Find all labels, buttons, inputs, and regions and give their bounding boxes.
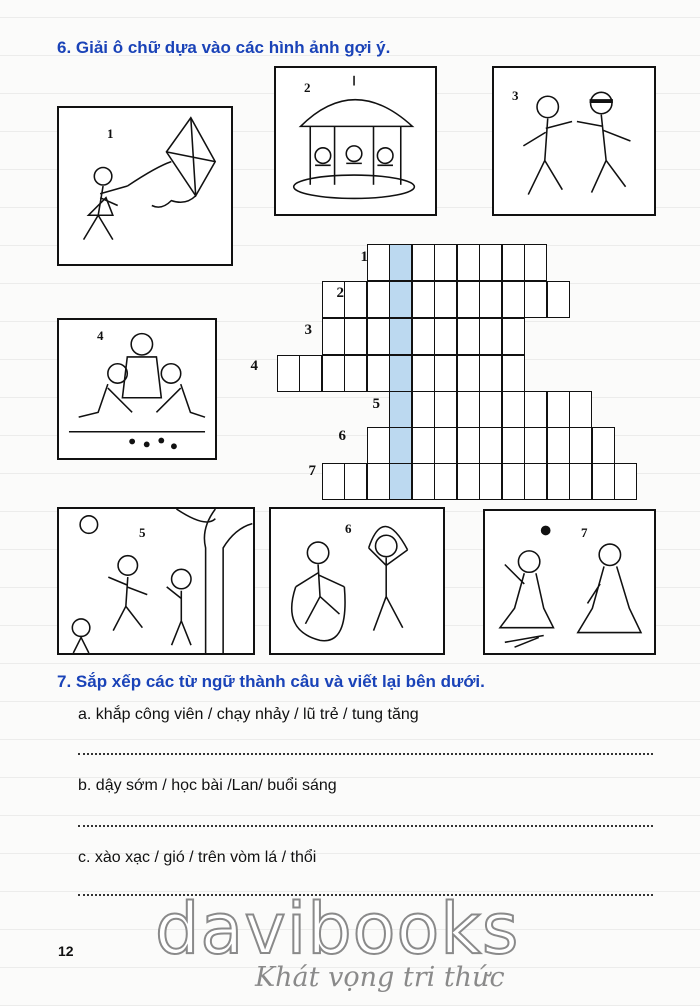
- crossword-row-number: 6: [338, 428, 346, 444]
- crossword-cell[interactable]: [457, 318, 480, 355]
- crossword-cell[interactable]: [479, 318, 502, 355]
- crossword-cell[interactable]: [457, 355, 480, 392]
- crossword-cell[interactable]: [479, 427, 502, 464]
- crossword-row-number: 5: [372, 396, 380, 412]
- crossword-row-number: 3: [304, 322, 312, 338]
- crossword-cell[interactable]: [434, 281, 457, 318]
- crossword-cell[interactable]: [524, 244, 547, 281]
- crossword-key-cell[interactable]: [389, 391, 412, 428]
- crossword-cell[interactable]: [479, 281, 502, 318]
- picture-1-kite: [57, 106, 233, 266]
- crossword-cell[interactable]: [479, 463, 502, 500]
- picture-number: 6: [345, 521, 352, 536]
- crossword-cell[interactable]: [367, 427, 390, 464]
- crossword-cell[interactable]: [434, 391, 457, 428]
- picture-6-jump-rope: [269, 507, 445, 655]
- watermark-tagline: Khát vọng tri thức: [255, 962, 505, 993]
- crossword-cell[interactable]: [547, 391, 570, 428]
- answer-line-a[interactable]: [78, 752, 653, 755]
- crossword-cell[interactable]: [502, 427, 525, 464]
- crossword-cell[interactable]: [322, 463, 345, 500]
- boys-playing-marbles-icon: [59, 320, 215, 458]
- crossword-row-number: 2: [336, 285, 344, 301]
- crossword-row-number: 1: [360, 249, 368, 265]
- crossword-cell[interactable]: [524, 281, 547, 318]
- answer-line-b[interactable]: [78, 824, 653, 827]
- crossword-cell[interactable]: [367, 244, 390, 281]
- picture-number: 5: [139, 525, 146, 540]
- crossword-cell[interactable]: [367, 281, 390, 318]
- crossword-cell[interactable]: [502, 355, 525, 392]
- crossword-cell[interactable]: [547, 427, 570, 464]
- crossword-cell[interactable]: [434, 427, 457, 464]
- picture-4-marbles: [57, 318, 217, 460]
- picture-number: 7: [581, 525, 588, 540]
- picture-number: 2: [304, 80, 311, 95]
- crossword-cell[interactable]: [344, 463, 367, 500]
- crossword-cell[interactable]: [502, 318, 525, 355]
- picture-7-girls-playing: [483, 509, 656, 655]
- crossword-cell[interactable]: [569, 391, 592, 428]
- picture-number: 4: [97, 328, 104, 343]
- crossword-key-cell[interactable]: [389, 318, 412, 355]
- crossword-cell[interactable]: [412, 244, 435, 281]
- crossword-cell[interactable]: [524, 463, 547, 500]
- crossword-key-cell[interactable]: [389, 355, 412, 392]
- carousel-icon: [276, 68, 435, 214]
- crossword-cell[interactable]: [277, 355, 300, 392]
- crossword-cell[interactable]: [502, 281, 525, 318]
- hide-and-seek-children-icon: [59, 509, 253, 653]
- crossword-cell[interactable]: [592, 427, 615, 464]
- crossword-cell[interactable]: [367, 355, 390, 392]
- crossword-cell[interactable]: [479, 355, 502, 392]
- crossword-cell[interactable]: [547, 281, 570, 318]
- crossword-cell[interactable]: [457, 281, 480, 318]
- crossword-cell[interactable]: [457, 427, 480, 464]
- crossword-cell[interactable]: [479, 244, 502, 281]
- crossword-row-number: 4: [250, 358, 258, 374]
- blindfold-game-children-icon: [494, 68, 654, 214]
- crossword-cell[interactable]: [322, 318, 345, 355]
- exercise-7-item-a: a. khắp công viên / chạy nhảy / lũ trẻ / tung tăng: [78, 706, 419, 723]
- crossword-cell[interactable]: [412, 355, 435, 392]
- crossword-cell[interactable]: [502, 391, 525, 428]
- crossword-cell[interactable]: [434, 355, 457, 392]
- crossword-cell[interactable]: [592, 463, 615, 500]
- crossword-cell[interactable]: [344, 355, 367, 392]
- exercise-7-item-c: c. xào xạc / gió / trên vòm lá / thổi: [78, 849, 317, 866]
- crossword-cell[interactable]: [457, 391, 480, 428]
- watermark-brand: davibooks: [155, 888, 520, 970]
- exercise-7-heading: 7. Sắp xếp các từ ngữ thành câu và viết lại bên dưới.: [57, 672, 485, 691]
- jump-rope-children-icon: [271, 509, 443, 653]
- girls-playing-jacks-icon: [485, 511, 654, 653]
- crossword-cell[interactable]: [367, 463, 390, 500]
- crossword-cell[interactable]: [569, 463, 592, 500]
- crossword-cell[interactable]: [434, 318, 457, 355]
- picture-number: 1: [107, 126, 114, 141]
- exercise-6-heading: 6. Giải ô chữ dựa vào các hình ảnh gợi ý.: [57, 38, 391, 57]
- crossword-cell[interactable]: [502, 244, 525, 281]
- crossword-key-cell[interactable]: [389, 244, 412, 281]
- crossword-cell[interactable]: [322, 355, 345, 392]
- crossword-cell[interactable]: [614, 463, 637, 500]
- crossword-key-cell[interactable]: [389, 463, 412, 500]
- picture-5-hide-and-seek: [57, 507, 255, 655]
- crossword-cell[interactable]: [299, 355, 322, 392]
- crossword-cell[interactable]: [479, 391, 502, 428]
- crossword-cell[interactable]: [457, 463, 480, 500]
- crossword-cell[interactable]: [412, 318, 435, 355]
- crossword-cell[interactable]: [344, 318, 367, 355]
- page-number: 12: [58, 943, 74, 959]
- crossword-cell[interactable]: [412, 427, 435, 464]
- crossword-cell[interactable]: [524, 427, 547, 464]
- crossword-cell[interactable]: [412, 391, 435, 428]
- crossword-cell[interactable]: [434, 463, 457, 500]
- picture-3-blindfold-game: [492, 66, 656, 216]
- crossword-cell[interactable]: [367, 318, 390, 355]
- crossword-cell[interactable]: [344, 281, 367, 318]
- picture-number: 3: [512, 88, 519, 103]
- crossword-row-number: 7: [308, 463, 316, 479]
- crossword-cell[interactable]: [412, 463, 435, 500]
- crossword-cell[interactable]: [569, 427, 592, 464]
- kite-flying-girl-icon: [59, 108, 231, 264]
- crossword-cell[interactable]: [434, 244, 457, 281]
- crossword-cell[interactable]: [457, 244, 480, 281]
- crossword-key-cell[interactable]: [389, 281, 412, 318]
- crossword-cell[interactable]: [524, 391, 547, 428]
- crossword-key-cell[interactable]: [389, 427, 412, 464]
- crossword-cell[interactable]: [502, 463, 525, 500]
- crossword-cell[interactable]: [412, 281, 435, 318]
- crossword-cell[interactable]: [547, 463, 570, 500]
- picture-2-carousel: [274, 66, 437, 216]
- exercise-7-item-b: b. dậy sớm / học bài /Lan/ buổi sáng: [78, 777, 337, 794]
